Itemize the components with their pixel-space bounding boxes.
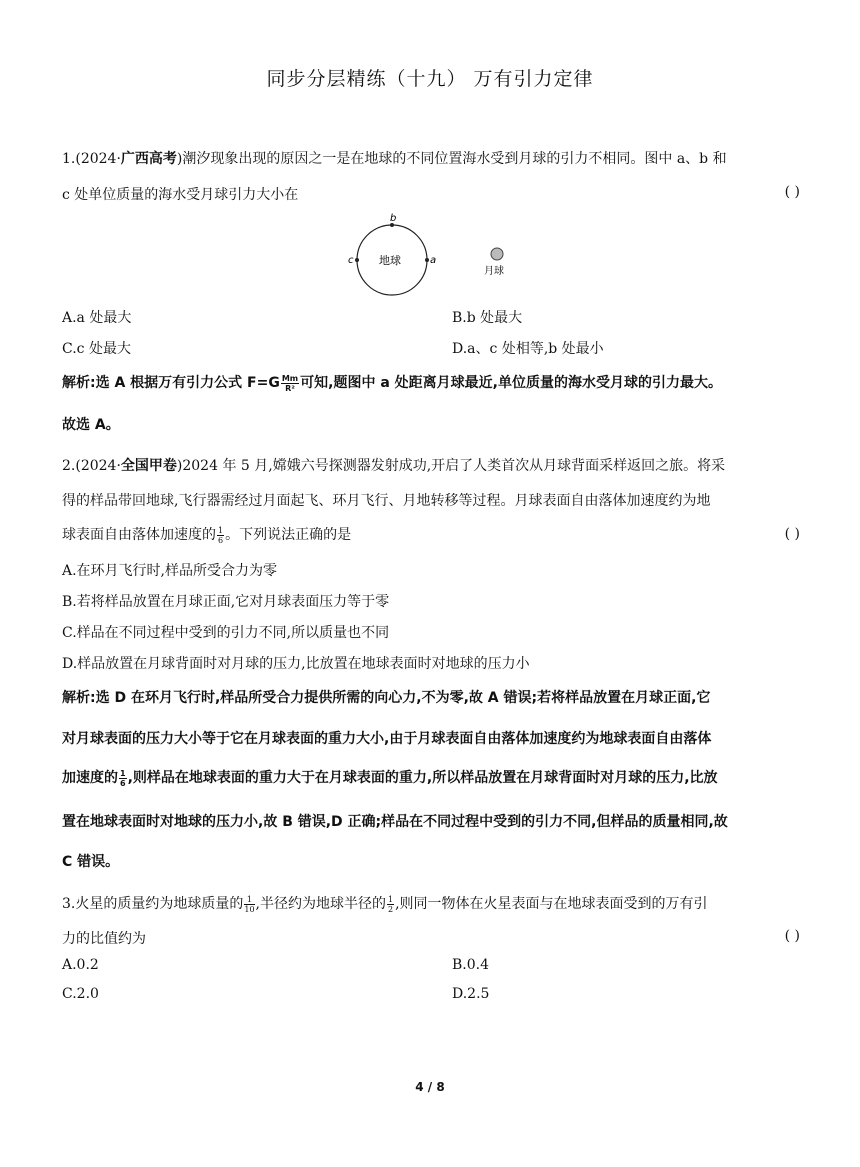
q1-analysis-line-1: 解析:选 A 根据万有引力公式 F=G $\frac{Mm}{\text{R²}}$ 可知,题图中 a 处距离月球最近,单位质量的海水受月球的引力最大。 <box>62 373 722 393</box>
q1-stem-line-1: 1.(2024·广西高考)潮汐现象出现的原因之一是在地球的不同位置海水受到月球的引力不相同。图中 a、b 和 <box>62 151 727 167</box>
q2-analysis-line-3: 加速度的 $\frac{1}{6}$ ,则样品在地球表面的重力大于在月球表面的重力,所以样品放置在月球背面时对月球的压力,比放 <box>62 768 718 788</box>
page-number: 4 / 8 <box>415 1080 445 1094</box>
fraction-one-half: $\frac{1}{2}$ <box>388 894 394 914</box>
page-title: 同步分层精练（十九） 万有引力定律 <box>266 68 594 90</box>
label-a: a <box>430 255 437 266</box>
q1-answer-paren: ( ) <box>784 184 800 200</box>
fraction-one-tenth: $\frac{1}{10}$ <box>244 894 255 914</box>
q3-answer-paren: ( ) <box>784 928 800 944</box>
moon-label: 月球 <box>484 266 504 277</box>
q2-source: 全国甲卷 <box>120 458 177 474</box>
earth-moon-figure <box>340 210 520 300</box>
q2-option-a: A.在环月飞行时,样品所受合力为零 <box>62 563 278 579</box>
q1-stem-line-2: c 处单位质量的海水受月球引力大小在 <box>62 187 299 203</box>
q2-analysis-line-1: 解析:选 D 在环月飞行时,样品所受合力提供所需的向心力,不为零,故 A 错误;若将样品放置在月球正面,它 <box>62 690 711 706</box>
q2-stem-line-1: 2.(2024·全国甲卷)2024 年 5 月,嫦娥六号探测器发射成功,开启了人类首次从月球背面采样返回之旅。将采 <box>62 458 726 474</box>
q2-analysis-line-2: 对月球表面的压力大小等于它在月球表面的重力大小,由于月球表面自由落体加速度约为地球表面自由落体 <box>62 731 712 747</box>
fraction-one-sixth: $\frac{1}{6}$ <box>218 525 224 545</box>
q3-stem-line-2: 力的比值约为 <box>62 931 146 947</box>
q1-option-b: B.b 处最大 <box>452 310 523 326</box>
q1-analysis-line-2: 故选 A。 <box>62 417 120 433</box>
q2-option-b: B.若将样品放置在月球正面,它对月球表面压力等于零 <box>62 594 390 610</box>
q1-source: 广西高考 <box>120 151 177 167</box>
point-a <box>425 258 429 262</box>
label-c: c <box>348 255 354 266</box>
q3-option-a: A.0.2 <box>62 957 99 973</box>
q2-analysis-line-5: C 错误。 <box>62 854 120 870</box>
earth-label: 地球 <box>379 254 401 267</box>
q1-option-d: D.a、c 处相等,b 处最小 <box>452 341 604 357</box>
q3-option-d: D.2.5 <box>452 986 490 1002</box>
q1-option-c: C.c 处最大 <box>62 341 131 357</box>
label-b: b <box>390 213 397 224</box>
q3-stem-line-1: 3.火星的质量约为地球质量的 $\frac{1}{10}$ ,半径约为地球半径的 $\frac{1}{2}$ ,则同一物体在火星表面与在地球表面受到的万有引 <box>62 894 708 914</box>
q3-option-b: B.0.4 <box>452 957 490 973</box>
q3-option-c: C.2.0 <box>62 986 99 1002</box>
q2-analysis-line-4: 置在地球表面时对地球的压力小,故 B 错误,D 正确;样品在不同过程中受到的引力不同,但样品的质量相同,故 <box>62 814 728 830</box>
q2-answer-paren: ( ) <box>784 526 800 542</box>
formula-fraction: $\frac{Mm}{\text{R²}}$ <box>281 373 299 393</box>
q2-option-d: D.样品放置在月球背面时对月球的压力,比放置在地球表面时对地球的压力小 <box>62 656 530 672</box>
q2-option-c: C.样品在不同过程中受到的引力不同,所以质量也不同 <box>62 625 390 641</box>
moon-circle <box>491 248 503 260</box>
q2-stem-line-2: 得的样品带回地球,飞行器需经过月面起飞、环月飞行、月地转移等过程。月球表面自由落体加速度约为地 <box>62 493 711 509</box>
fraction-one-sixth-analysis: $\frac{1}{6}$ <box>120 768 126 788</box>
q2-stem-line-3: 球表面自由落体加速度的 $\frac{1}{6}$ 。下列说法正确的是 <box>62 525 352 545</box>
point-c <box>355 258 359 262</box>
q1-option-a: A.a 处最大 <box>62 310 132 326</box>
